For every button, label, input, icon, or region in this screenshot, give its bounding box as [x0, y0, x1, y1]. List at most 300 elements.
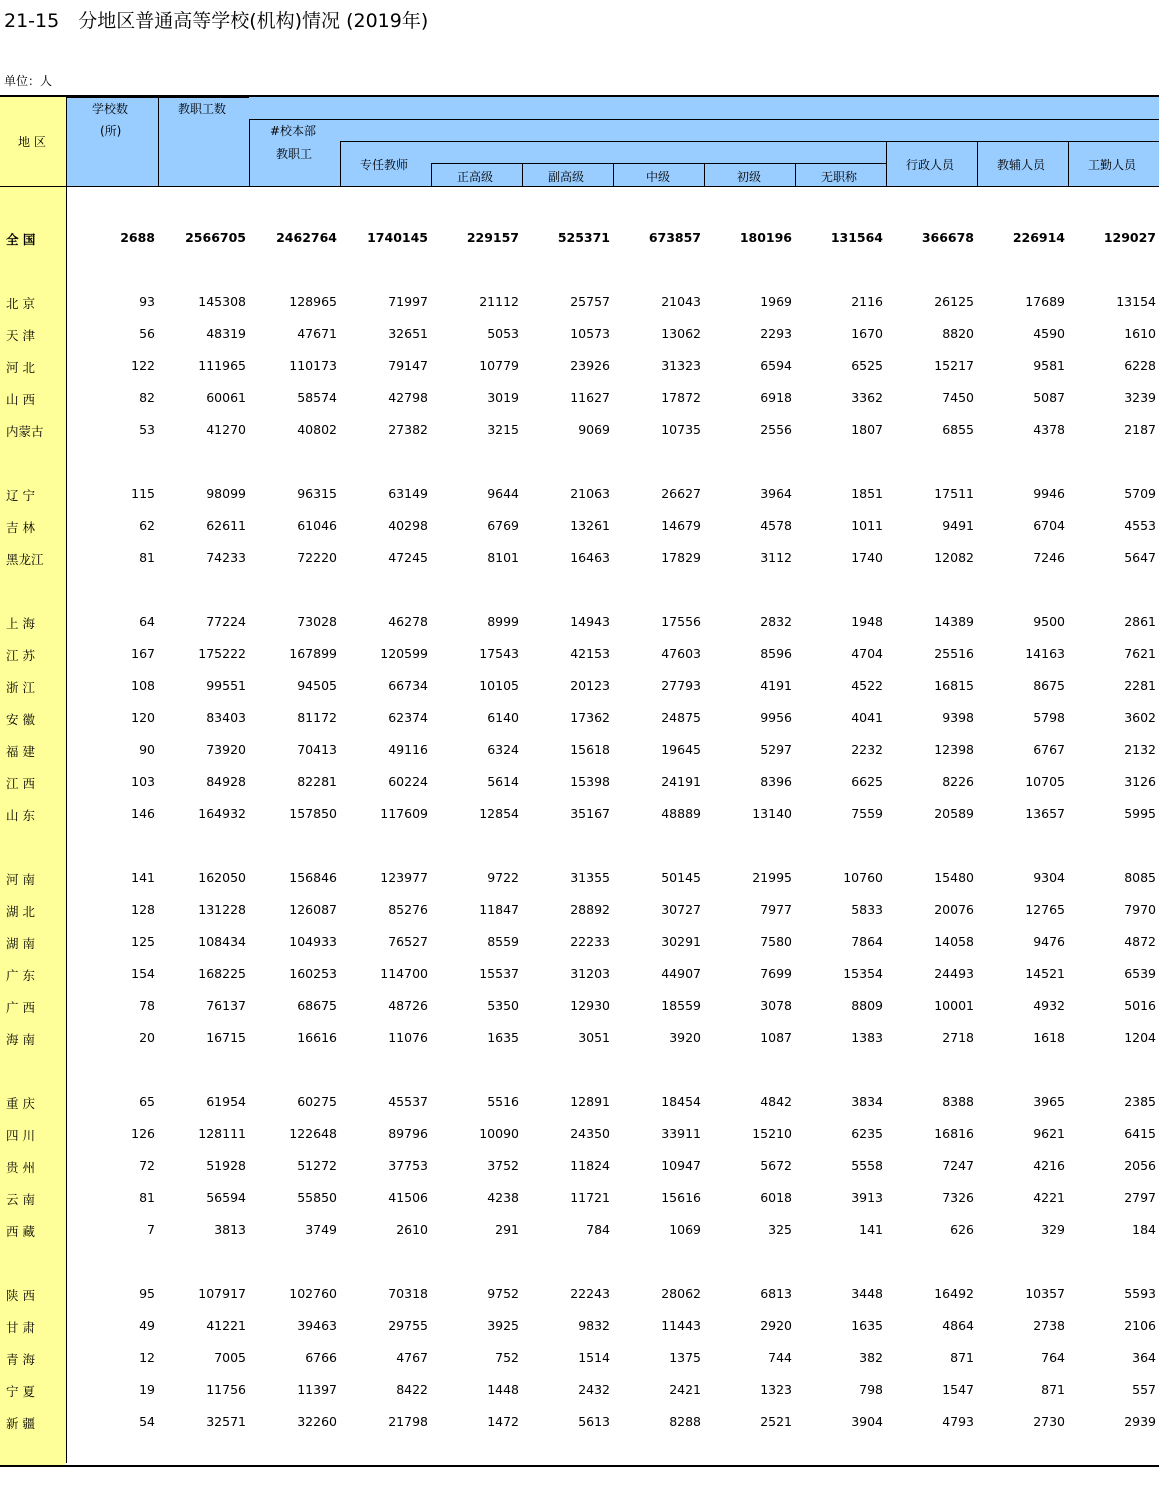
region-name: 内蒙古 — [6, 424, 44, 439]
table-cell: 66734 — [388, 678, 428, 693]
table-cell: 2385 — [1124, 1094, 1156, 1109]
header-no-title-label: 无职称 — [821, 170, 858, 184]
table-cell: 120 — [131, 710, 155, 725]
table-cell: 5516 — [487, 1094, 519, 1109]
table-cell: 3913 — [851, 1190, 883, 1205]
table-cell: 1807 — [851, 422, 883, 437]
table-cell: 30291 — [661, 934, 701, 949]
table-cell: 6625 — [851, 774, 883, 789]
region-name: 黑龙江 — [6, 552, 44, 567]
table-row — [0, 1186, 1159, 1210]
table-cell: 6140 — [487, 710, 519, 725]
table-cell: 145308 — [198, 294, 246, 309]
table-cell: 1514 — [578, 1350, 610, 1365]
table-cell: 9752 — [487, 1286, 519, 1301]
table-cell: 128 — [131, 902, 155, 917]
header-campus-label: #校本部 — [270, 124, 317, 138]
table-cell: 126087 — [289, 902, 337, 917]
table-cell: 7247 — [942, 1158, 974, 1173]
table-cell: 17362 — [570, 710, 610, 725]
table-row — [0, 1378, 1159, 1402]
region-name: 西 藏 — [6, 1224, 35, 1239]
table-cell: 17689 — [1025, 294, 1065, 309]
header-intermediate-label: 中级 — [646, 170, 671, 184]
table-bottom-border — [0, 1465, 1159, 1467]
table-cell: 68675 — [297, 998, 337, 1013]
table-cell: 13062 — [661, 326, 701, 341]
table-cell: 14058 — [934, 934, 974, 949]
table-cell: 2920 — [760, 1318, 792, 1333]
table-cell: 1740 — [851, 550, 883, 565]
table-cell: 13657 — [1025, 806, 1065, 821]
table-cell: 8226 — [942, 774, 974, 789]
table-cell: 9476 — [1033, 934, 1065, 949]
table-cell: 15354 — [843, 966, 883, 981]
table-cell: 871 — [950, 1350, 974, 1365]
table-cell: 64 — [139, 614, 155, 629]
header-campus-staff-label: 教职工 — [276, 147, 313, 161]
table-cell: 32651 — [388, 326, 428, 341]
table-cell: 10735 — [661, 422, 701, 437]
table-cell: 6324 — [487, 742, 519, 757]
table-cell: 85276 — [388, 902, 428, 917]
table-cell: 1547 — [942, 1382, 974, 1397]
region-name: 云 南 — [6, 1192, 35, 1207]
table-cell: 1851 — [851, 486, 883, 501]
table-cell: 4238 — [487, 1190, 519, 1205]
table-cell: 3964 — [760, 486, 792, 501]
table-cell: 1472 — [487, 1414, 519, 1429]
table-cell: 6855 — [942, 422, 974, 437]
table-cell: 62611 — [206, 518, 246, 533]
header-staff-label: 教职工数 — [178, 102, 227, 116]
region-name: 青 海 — [6, 1352, 35, 1367]
region-name: 湖 南 — [6, 936, 35, 951]
region-name: 江 西 — [6, 776, 35, 791]
table-cell: 28892 — [570, 902, 610, 917]
table-cell: 128111 — [198, 1126, 246, 1141]
region-name: 上 海 — [6, 616, 35, 631]
table-cell: 3602 — [1124, 710, 1156, 725]
table-cell: 73028 — [297, 614, 337, 629]
table-cell: 40298 — [388, 518, 428, 533]
table-cell: 3019 — [487, 390, 519, 405]
table-cell: 2861 — [1124, 614, 1156, 629]
region-name: 山 西 — [6, 392, 35, 407]
table-cell: 7559 — [851, 806, 883, 821]
table-cell: 167 — [131, 646, 155, 661]
table-cell: 89796 — [388, 1126, 428, 1141]
table-cell: 2939 — [1124, 1414, 1156, 1429]
table-row — [0, 770, 1159, 794]
table-cell: 41270 — [206, 422, 246, 437]
region-name: 重 庆 — [6, 1096, 35, 1111]
table-cell: 3362 — [851, 390, 883, 405]
table-cell: 25757 — [570, 294, 610, 309]
table-row — [0, 1314, 1159, 1338]
table-cell: 10573 — [570, 326, 610, 341]
table-cell: 8085 — [1124, 870, 1156, 885]
table-cell: 2718 — [942, 1030, 974, 1045]
table-row — [0, 1026, 1159, 1050]
table-row — [0, 610, 1159, 634]
table-cell: 9398 — [942, 710, 974, 725]
table-cell: 5798 — [1033, 710, 1065, 725]
table-cell: 2432 — [578, 1382, 610, 1397]
table-top-border — [0, 95, 1159, 97]
table-cell: 4767 — [396, 1350, 428, 1365]
table-cell: 114700 — [380, 966, 428, 981]
table-cell: 164932 — [198, 806, 246, 821]
header-staff-span — [249, 97, 1159, 120]
table-cell: 81172 — [297, 710, 337, 725]
table-row — [0, 738, 1159, 762]
table-cell: 9832 — [578, 1318, 610, 1333]
table-cell: 24350 — [570, 1126, 610, 1141]
table-cell: 98099 — [206, 486, 246, 501]
table-cell: 7864 — [851, 934, 883, 949]
table-cell: 175222 — [198, 646, 246, 661]
table-cell: 6704 — [1033, 518, 1065, 533]
table-cell: 19645 — [661, 742, 701, 757]
table-cell: 1204 — [1124, 1030, 1156, 1045]
table-cell: 162050 — [198, 870, 246, 885]
table-cell: 871 — [1041, 1382, 1065, 1397]
table-cell: 7580 — [760, 934, 792, 949]
table-cell: 16815 — [934, 678, 974, 693]
table-cell: 229157 — [466, 230, 519, 245]
table-cell: 2566705 — [185, 230, 246, 245]
table-cell: 16492 — [934, 1286, 974, 1301]
table-cell: 11627 — [570, 390, 610, 405]
table-cell: 111965 — [198, 358, 246, 373]
table-cell: 5593 — [1124, 1286, 1156, 1301]
table-cell: 115 — [131, 486, 155, 501]
header-vice-senior-label: 副高级 — [548, 170, 585, 184]
table-cell: 6594 — [760, 358, 792, 373]
table-cell: 1069 — [669, 1222, 701, 1237]
table-cell: 1448 — [487, 1382, 519, 1397]
table-cell: 21043 — [661, 294, 701, 309]
table-cell: 62 — [139, 518, 155, 533]
region-name: 宁 夏 — [6, 1384, 35, 1399]
table-cell: 11443 — [661, 1318, 701, 1333]
region-name: 广 西 — [6, 1000, 35, 1015]
header-schools-label: 学校数 — [92, 102, 129, 116]
table-cell: 5833 — [851, 902, 883, 917]
table-cell: 51272 — [297, 1158, 337, 1173]
table-cell: 8388 — [942, 1094, 974, 1109]
table-cell: 6018 — [760, 1190, 792, 1205]
table-cell: 31355 — [570, 870, 610, 885]
table-cell: 4216 — [1033, 1158, 1065, 1173]
header-bottom-border — [0, 186, 1159, 187]
table-cell: 1011 — [851, 518, 883, 533]
table-cell: 42153 — [570, 646, 610, 661]
table-cell: 4522 — [851, 678, 883, 693]
table-cell: 15616 — [661, 1190, 701, 1205]
table-cell: 6766 — [305, 1350, 337, 1365]
table-cell: 4590 — [1033, 326, 1065, 341]
table-cell: 47245 — [388, 550, 428, 565]
table-cell: 4842 — [760, 1094, 792, 1109]
table-cell: 7246 — [1033, 550, 1065, 565]
table-cell: 5614 — [487, 774, 519, 789]
table-row — [0, 802, 1159, 826]
table-cell: 131564 — [830, 230, 883, 245]
table-row — [0, 1122, 1159, 1146]
table-cell: 6813 — [760, 1286, 792, 1301]
table-cell: 10947 — [661, 1158, 701, 1173]
table-row — [0, 1410, 1159, 1434]
table-cell: 4864 — [942, 1318, 974, 1333]
table-row — [0, 546, 1159, 570]
region-name: 福 建 — [6, 744, 35, 759]
table-cell: 72 — [139, 1158, 155, 1173]
table-cell: 7621 — [1124, 646, 1156, 661]
table-cell: 8396 — [760, 774, 792, 789]
table-cell: 11847 — [479, 902, 519, 917]
table-cell: 95 — [139, 1286, 155, 1301]
table-cell: 9722 — [487, 870, 519, 885]
table-cell: 1635 — [487, 1030, 519, 1045]
table-cell: 62374 — [388, 710, 428, 725]
table-cell: 6415 — [1124, 1126, 1156, 1141]
table-cell: 10779 — [479, 358, 519, 373]
table-cell: 61046 — [297, 518, 337, 533]
table-cell: 9500 — [1033, 614, 1065, 629]
table-cell: 94505 — [297, 678, 337, 693]
table-cell: 82 — [139, 390, 155, 405]
table-row — [0, 706, 1159, 730]
table-cell: 33911 — [661, 1126, 701, 1141]
table-cell: 784 — [586, 1222, 610, 1237]
table-cell: 12 — [139, 1350, 155, 1365]
table-cell: 24875 — [661, 710, 701, 725]
table-cell: 107917 — [198, 1286, 246, 1301]
table-cell: 73920 — [206, 742, 246, 757]
table-cell: 27793 — [661, 678, 701, 693]
table-cell: 35167 — [570, 806, 610, 821]
table-cell: 10090 — [479, 1126, 519, 1141]
table-cell: 60061 — [206, 390, 246, 405]
table-cell: 3112 — [760, 550, 792, 565]
table-cell: 752 — [495, 1350, 519, 1365]
table-cell: 56 — [139, 326, 155, 341]
table-cell: 5087 — [1033, 390, 1065, 405]
table-cell: 110173 — [289, 358, 337, 373]
table-cell: 14679 — [661, 518, 701, 533]
table-cell: 108434 — [198, 934, 246, 949]
table-cell: 154 — [131, 966, 155, 981]
table-cell: 2281 — [1124, 678, 1156, 693]
table-cell: 4578 — [760, 518, 792, 533]
region-name: 新 疆 — [6, 1416, 35, 1431]
table-row — [0, 1218, 1159, 1242]
table-cell: 4041 — [851, 710, 883, 725]
table-cell: 51928 — [206, 1158, 246, 1173]
table-cell: 103 — [131, 774, 155, 789]
table-cell: 99551 — [206, 678, 246, 693]
table-cell: 56594 — [206, 1190, 246, 1205]
table-cell: 60224 — [388, 774, 428, 789]
region-name: 安 徽 — [6, 712, 35, 727]
table-cell: 102760 — [289, 1286, 337, 1301]
table-cell: 146 — [131, 806, 155, 821]
page-title: 21-15 分地区普通高等学校(机构)情况 (2019年) — [4, 10, 429, 32]
table-cell: 29755 — [388, 1318, 428, 1333]
table-cell: 131228 — [198, 902, 246, 917]
table-cell: 76137 — [206, 998, 246, 1013]
table-cell: 21112 — [479, 294, 519, 309]
table-cell: 3904 — [851, 1414, 883, 1429]
table-cell: 5995 — [1124, 806, 1156, 821]
table-cell: 55850 — [297, 1190, 337, 1205]
table-cell: 5647 — [1124, 550, 1156, 565]
table-cell: 93 — [139, 294, 155, 309]
table-cell: 54 — [139, 1414, 155, 1429]
table-cell: 4191 — [760, 678, 792, 693]
table-cell: 6525 — [851, 358, 883, 373]
table-cell: 10357 — [1025, 1286, 1065, 1301]
table-cell: 61954 — [206, 1094, 246, 1109]
table-cell: 557 — [1132, 1382, 1156, 1397]
table-cell: 329 — [1041, 1222, 1065, 1237]
table-cell: 160253 — [289, 966, 337, 981]
table-cell: 9621 — [1033, 1126, 1065, 1141]
table-cell: 47671 — [297, 326, 337, 341]
table-row — [0, 514, 1159, 538]
table-cell: 4932 — [1033, 998, 1065, 1013]
table-cell: 9491 — [942, 518, 974, 533]
table-cell: 22233 — [570, 934, 610, 949]
region-name: 河 北 — [6, 360, 35, 375]
region-name: 广 东 — [6, 968, 35, 983]
table-cell: 71997 — [388, 294, 428, 309]
table-cell: 1610 — [1124, 326, 1156, 341]
table-cell: 3239 — [1124, 390, 1156, 405]
table-cell: 3215 — [487, 422, 519, 437]
table-cell: 2293 — [760, 326, 792, 341]
table-cell: 12398 — [934, 742, 974, 757]
table-cell: 2132 — [1124, 742, 1156, 757]
table-row — [0, 1282, 1159, 1306]
table-cell: 11824 — [570, 1158, 610, 1173]
table-cell: 96315 — [297, 486, 337, 501]
table-cell: 7699 — [760, 966, 792, 981]
table-cell: 39463 — [297, 1318, 337, 1333]
table-cell: 5350 — [487, 998, 519, 1013]
table-cell: 2730 — [1033, 1414, 1065, 1429]
table-cell: 13261 — [570, 518, 610, 533]
table-cell: 1323 — [760, 1382, 792, 1397]
table-cell: 9581 — [1033, 358, 1065, 373]
table-cell: 26627 — [661, 486, 701, 501]
table-cell: 4793 — [942, 1414, 974, 1429]
table-cell: 8809 — [851, 998, 883, 1013]
table-cell: 123977 — [380, 870, 428, 885]
table-cell: 83403 — [206, 710, 246, 725]
table-cell: 81 — [139, 550, 155, 565]
table-cell: 9069 — [578, 422, 610, 437]
table-cell: 58574 — [297, 390, 337, 405]
table-cell: 9304 — [1033, 870, 1065, 885]
table-cell: 49 — [139, 1318, 155, 1333]
table-cell: 78 — [139, 998, 155, 1013]
table-cell: 9946 — [1033, 486, 1065, 501]
table-cell: 167899 — [289, 646, 337, 661]
table-cell: 76527 — [388, 934, 428, 949]
table-cell: 27382 — [388, 422, 428, 437]
header-senior-label: 正高级 — [457, 170, 494, 184]
table-cell: 1635 — [851, 1318, 883, 1333]
table-cell: 10760 — [843, 870, 883, 885]
table-cell: 84928 — [206, 774, 246, 789]
table-cell: 17543 — [479, 646, 519, 661]
table-cell: 4872 — [1124, 934, 1156, 949]
table-cell: 7 — [147, 1222, 155, 1237]
table-cell: 11721 — [570, 1190, 610, 1205]
table-cell: 3051 — [578, 1030, 610, 1045]
table-cell: 21995 — [752, 870, 792, 885]
table-cell: 81 — [139, 1190, 155, 1205]
table-cell: 14163 — [1025, 646, 1065, 661]
table-cell: 5016 — [1124, 998, 1156, 1013]
table-cell: 8288 — [669, 1414, 701, 1429]
table-cell: 2106 — [1124, 1318, 1156, 1333]
table-cell: 22243 — [570, 1286, 610, 1301]
table-cell: 28062 — [661, 1286, 701, 1301]
table-cell: 10705 — [1025, 774, 1065, 789]
table-cell: 3752 — [487, 1158, 519, 1173]
table-cell: 3834 — [851, 1094, 883, 1109]
table-cell: 5672 — [760, 1158, 792, 1173]
region-name: 甘 肃 — [6, 1320, 35, 1335]
unit-label: 单位：人 — [4, 74, 53, 88]
table-cell: 364 — [1132, 1350, 1156, 1365]
table-row — [0, 1154, 1159, 1178]
header-workers-label: 工勤人员 — [1088, 158, 1137, 172]
table-cell: 5709 — [1124, 486, 1156, 501]
table-cell: 180196 — [739, 230, 792, 245]
table-cell: 108 — [131, 678, 155, 693]
table-cell: 2187 — [1124, 422, 1156, 437]
header-admin-label: 行政人员 — [906, 158, 955, 172]
table-cell: 20123 — [570, 678, 610, 693]
table-cell: 6539 — [1124, 966, 1156, 981]
table-cell: 37753 — [388, 1158, 428, 1173]
table-cell: 32571 — [206, 1414, 246, 1429]
table-cell: 60275 — [297, 1094, 337, 1109]
table-cell: 325 — [768, 1222, 792, 1237]
table-cell: 7970 — [1124, 902, 1156, 917]
table-cell: 31323 — [661, 358, 701, 373]
table-row — [0, 386, 1159, 410]
table-cell: 26125 — [934, 294, 974, 309]
table-cell: 226914 — [1012, 230, 1065, 245]
table-cell: 30727 — [661, 902, 701, 917]
table-cell: 7977 — [760, 902, 792, 917]
table-cell: 2421 — [669, 1382, 701, 1397]
table-cell: 8422 — [396, 1382, 428, 1397]
table-cell: 8559 — [487, 934, 519, 949]
table-cell: 16715 — [206, 1030, 246, 1045]
table-row — [0, 1346, 1159, 1370]
region-name: 四 川 — [6, 1128, 35, 1143]
table-cell: 48889 — [661, 806, 701, 821]
header-teaching-aux-label: 教辅人员 — [997, 158, 1046, 172]
table-cell: 21063 — [570, 486, 610, 501]
